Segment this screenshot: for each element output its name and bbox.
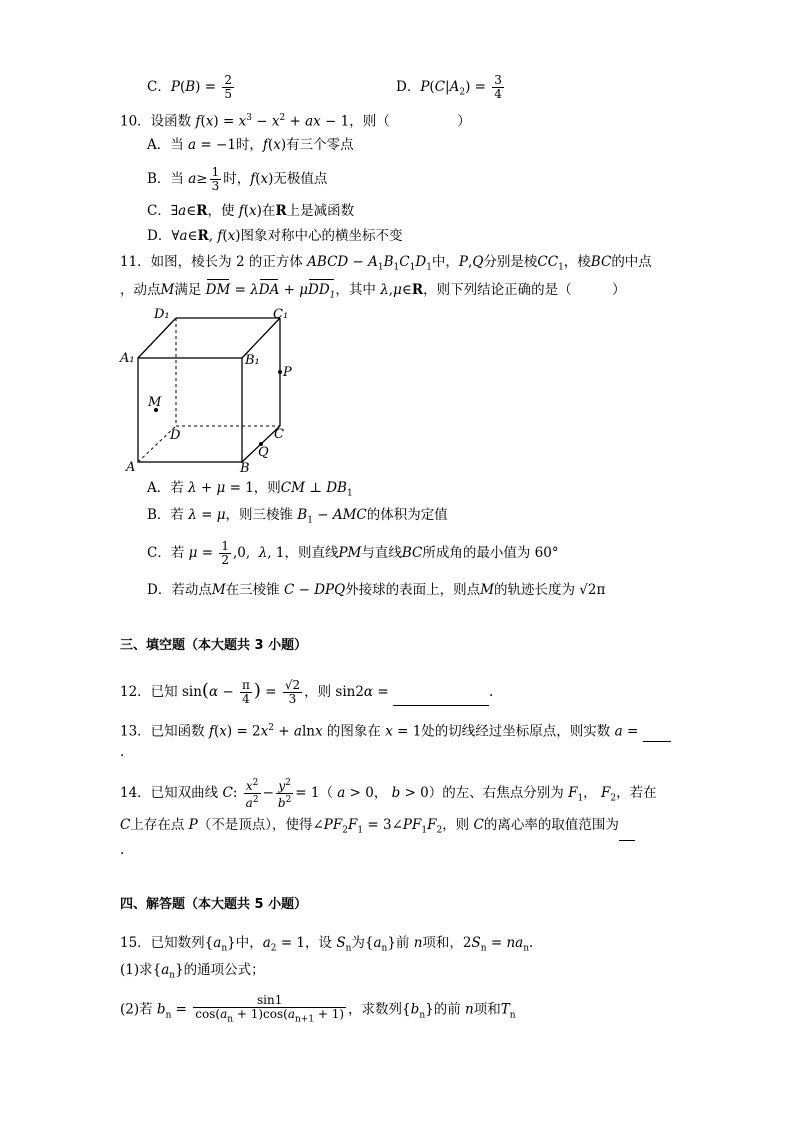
section4-title: 四、解答题（本大题共 5 小题） [120, 897, 308, 912]
q10-option-b: B．当 a≥ $\frac{1}{3}$ 时，f(x)无极值点 [147, 165, 328, 193]
cube-figure [118, 306, 298, 474]
label-d: D [170, 428, 181, 443]
label-c: C [274, 427, 284, 442]
label-c1: C₁ [273, 307, 289, 322]
q15-stem: 15．已知数列$\{a_n\}$中，$a_2 = 1$，设 $S_n$为$\{a_n\}$前 n项和，$2S_n = na_n$． [120, 935, 543, 954]
q14-line2: C上存在点 P（不是顶点），使得$\angle PF_2F_1$ = $3\angle PF_1F_2$，则 C的离心率的取值范围为 [120, 815, 635, 841]
q14-line1: 14．已知双曲线 C: $\frac{x^2}{a^2}$ − $\frac{y^2}{b^2}$ = 1（ a > 0， b > 0）的左、右焦点分别为 $F_1$， $F_2$，若在 [120, 778, 657, 810]
q13: 13．已知函数 $f(x) = 2x^2 + alnx$ 的图象在 x = 1处的切线经过坐标原点，则实数 a = [120, 718, 671, 742]
q11-stem-line1: 11．如图，棱长为 2 的正方体 ABCD − $A_1B_1C_1D_1$中，P,Q分别是棱$CC_1$，棱BC的中点 [120, 254, 652, 273]
q15-part1: (1)求$\{a_n\}$的通项公式； [120, 962, 265, 981]
q11-stem-line2: ，动点M满足 DM = λDA + μDD$_1$，其中 λ,μ∈R，则下列结论正确的是（ ） [120, 280, 626, 306]
label-q: Q [258, 445, 269, 460]
label-p: P [283, 365, 292, 380]
q10-stem: 10．设函数 $f(x) = x^3 - x^2$ + ax − 1，则（ ） [120, 113, 471, 130]
label-a1: A₁ [120, 351, 135, 366]
label-a: A [126, 460, 136, 474]
q13-end: . [120, 744, 125, 760]
q10-option-a: A．当 a = −1时，f(x)有三个零点 [147, 137, 354, 153]
q14-end: . [120, 842, 125, 858]
q10-option-c: C．∃a∈R，使 f(x)在R上是减函数 [147, 203, 355, 219]
point-p [278, 370, 282, 374]
q11-option-a: A．若 λ + μ = 1，则CM ⊥ $DB_1$ [147, 480, 353, 499]
section3-title: 三、填空题（本大题共 3 小题） [120, 638, 308, 653]
q15-part2: (2)若 $b_n$ = $\frac{\sin 1}{\cos(a_n + 1)\cos(a_{n+1} + 1)}$ ，求数列$\{b_n\}$的前 n项和$T_n$ [120, 993, 516, 1025]
label-d1: D₁ [154, 307, 170, 322]
q11-option-d: D．若动点M在三棱锥 C − DPQ外接球的表面上，则点M的轨迹长度为 √2π [147, 582, 606, 598]
label-m: M [148, 395, 162, 410]
q9-option-d: D．$P(C|A_2)$ = $\frac{3}{4}$ [396, 73, 502, 101]
label-b: B [240, 461, 250, 474]
q11-option-c: C．若 μ = $\frac{1}{2}$ ,0, λ, 1，则直线PM与直线BC所成角的最小值为 60° [147, 539, 559, 567]
q10-option-d: D．∀a∈R, f(x)图象对称中心的横坐标不变 [147, 228, 403, 244]
q12: 12．已知 sin(α − $\frac{\pi}{4}$ ) = $\frac{√2}{3}$ ，则 sin2α = . [120, 678, 494, 706]
q11-option-b: B．若 λ = μ，则三棱锥 $B_1$ − AMC的体积为定值 [147, 507, 448, 526]
q9-option-c: C．P(B) = $\frac{2}{5}$ [147, 73, 232, 101]
label-b1: B₁ [245, 353, 260, 368]
